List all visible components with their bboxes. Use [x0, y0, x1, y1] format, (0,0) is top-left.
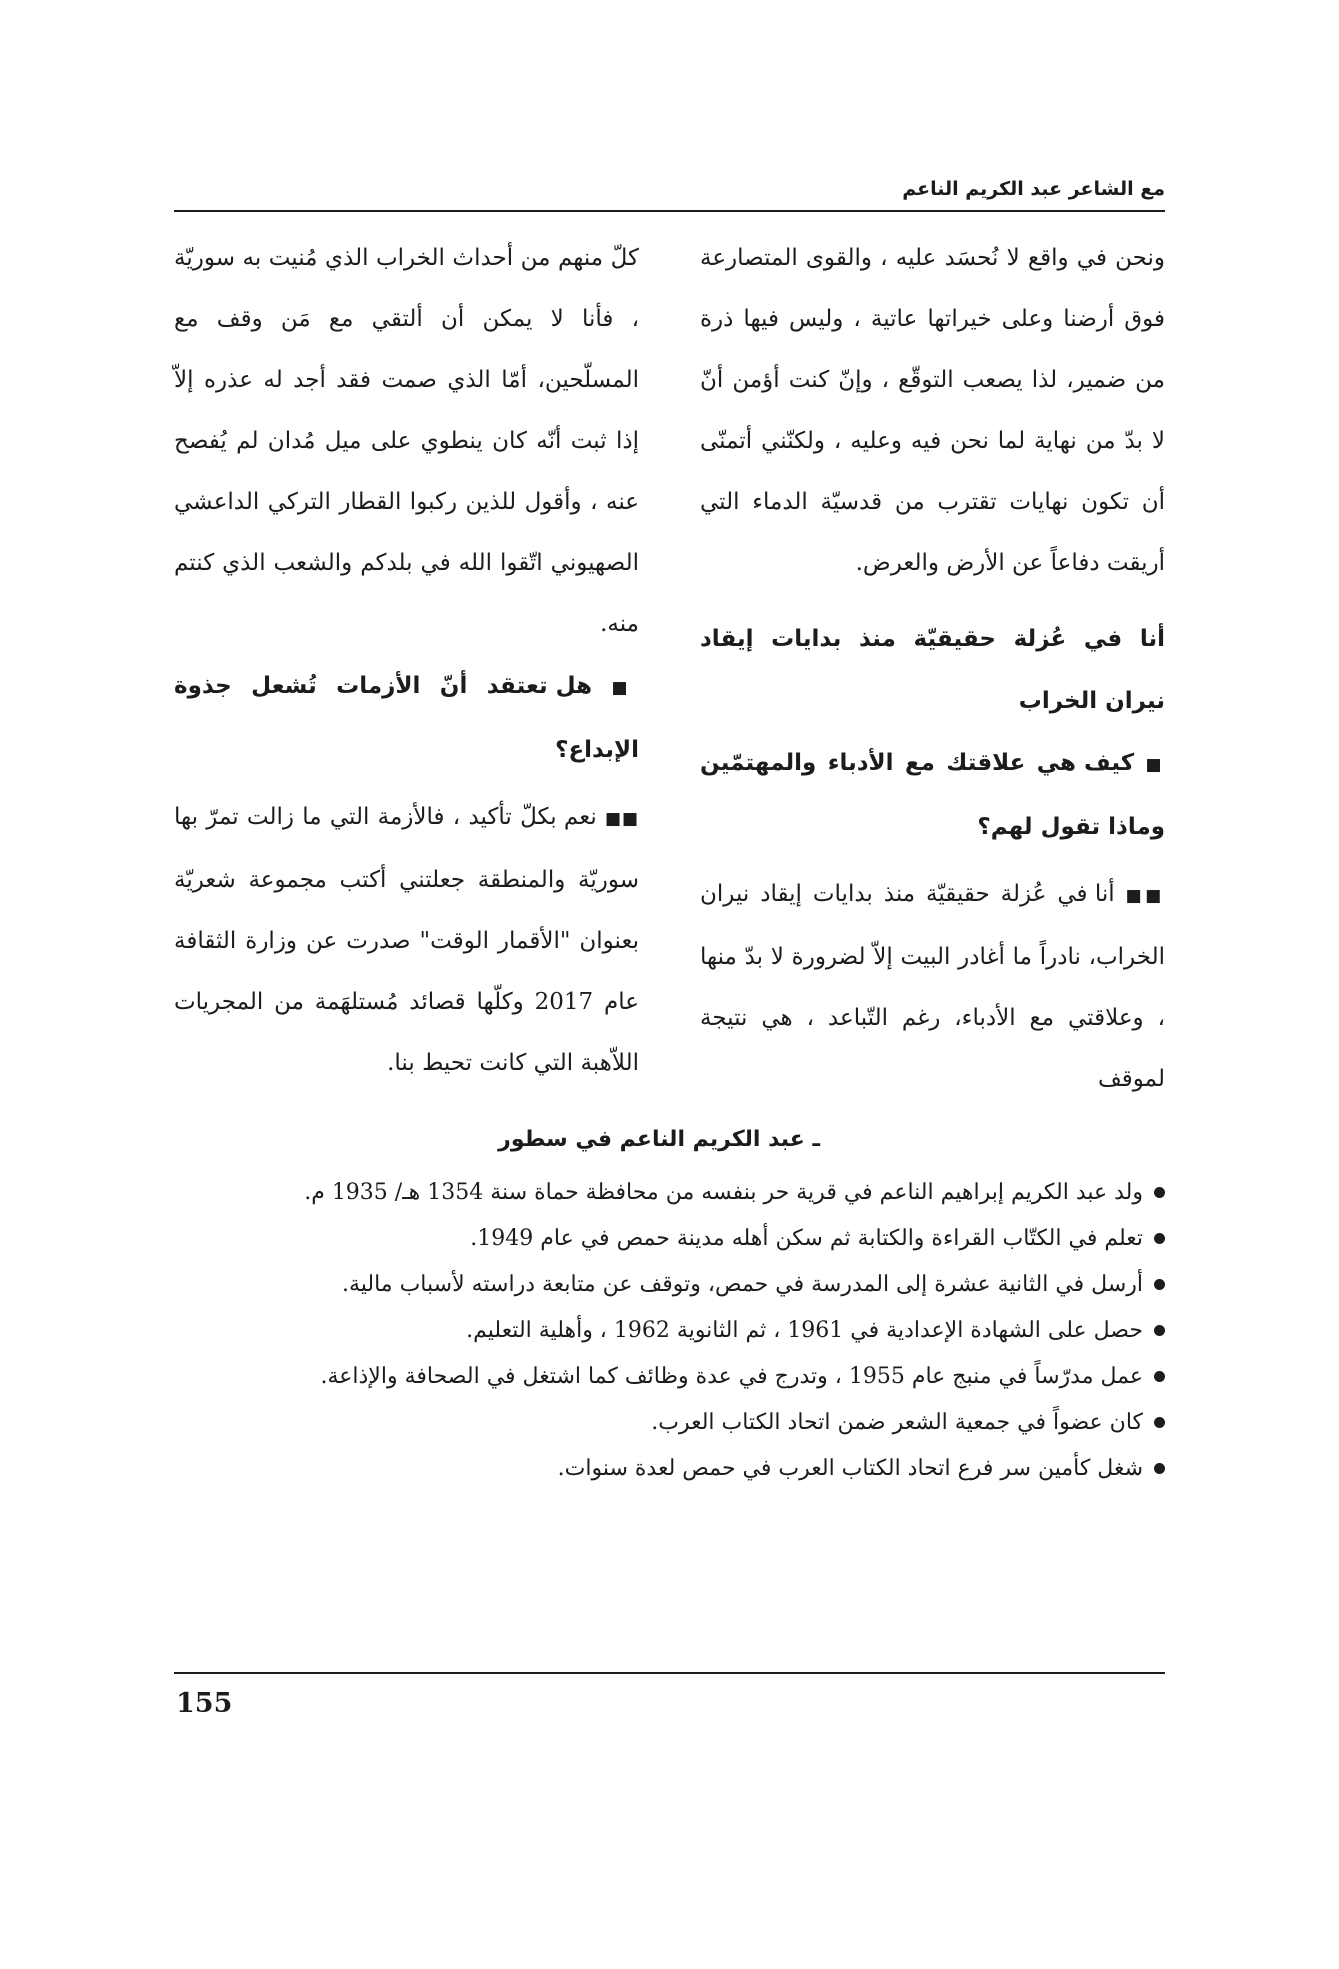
- answer-text: نعم بكلّ تأكيد ، فالأزمة التي ما زالت تمرّ بها سوريّة والمنطقة جعلتني أكتب مجموعة شعريّة بعنوان "الأقمار الوقت" صدرت عن وزارة الثقافة عام 2017 وكلّها قصائد مُستلهَمة من المجريات اللاّهبة التي كانت تحيط بنا.: [174, 804, 639, 1076]
- biography-title: ـ عبد الكريم الناعم في سطور: [498, 1127, 820, 1152]
- biography-item-text: شغل كأمين سر فرع اتحاد الكتاب العرب في حمص لعدة سنوات.: [557, 1456, 1143, 1481]
- question-block: [174, 655, 639, 781]
- column-left-paragraph: كلّ منهم من أحداث الخراب الذي مُنيت به سوريّة ، فأنا لا يمكن أن ألتقي مع مَن وقف مع المسلّحين، أمّا الذي صمت فقد أجد له عذره إلاّ إذا ثبت أنّه كان ينطوي على ميل مُدان لم يُفصح عنه ، وأقول للذين ركبوا القطار التركي الداعشي الصهيوني اتّقوا الله في بلدكم والشعب الذي كنتم منه.: [174, 245, 639, 637]
- bullet-icon: [1154, 1187, 1165, 1198]
- biography-item: [174, 1308, 1165, 1354]
- page-number: 155: [176, 1688, 233, 1719]
- biography-item-text: ولد عبد الكريم إبراهيم الناعم في قرية حر بنفسه من محافظة حماة سنة 1354 هـ/ 1935 م.: [304, 1180, 1143, 1205]
- question-marker: ■: [1145, 755, 1166, 775]
- bullet-icon: [1154, 1463, 1165, 1474]
- bullet-icon: [1154, 1279, 1165, 1290]
- answer-block: [700, 864, 1165, 1110]
- question-marker: ■: [611, 678, 640, 698]
- answer-marker: ■■: [604, 809, 640, 829]
- article-columns: [174, 228, 1166, 1092]
- pull-quote: أنا في عُزلة حقيقيّة منذ بدايات إيقاد نيران الخراب: [700, 626, 1165, 714]
- question-text: كيف هي علاقتك مع الأدباء والمهتمّين وماذا تقول لهم؟: [700, 750, 1165, 840]
- question-text: هل تعتقد أنّ الأزمات تُشعل جذوة الإبداع؟: [174, 673, 639, 763]
- running-header: [174, 178, 1165, 212]
- biography-item-text: حصل على الشهادة الإعدادية في 1961 ، ثم الثانوية 1962 ، وأهلية التعليم.: [466, 1318, 1143, 1343]
- biography-item-text: أرسل في الثانية عشرة إلى المدرسة في حمص، وتوقف عن متابعة دراسته لأسباب مالية.: [341, 1272, 1143, 1297]
- answer-block: [174, 787, 639, 1094]
- footer-rule: [174, 1672, 1165, 1674]
- biography-item-text: عمل مدرّساً في منبج عام 1955 ، وتدرج في عدة وظائف كما اشتغل في الصحافة والإذاعة.: [320, 1364, 1143, 1389]
- biography-item: [174, 1354, 1165, 1400]
- biography-item: [174, 1170, 1165, 1216]
- answer-text: أنا في عُزلة حقيقيّة منذ بدايات إيقاد نيران الخراب، نادراً ما أغادر البيت إلاّ لضرورة لا بدّ منها ، وعلاقتي مع الأدباء، رغم التّباعد ، هي نتيجة لموقف: [700, 881, 1165, 1092]
- bullet-icon: [1154, 1417, 1165, 1428]
- answer-marker: ■■: [1125, 886, 1166, 906]
- bullet-icon: [1154, 1371, 1165, 1382]
- biography-section: [174, 1118, 1165, 1492]
- biography-item-text: كان عضواً في جمعية الشعر ضمن اتحاد الكتاب العرب.: [651, 1410, 1143, 1435]
- column-right-paragraph: ونحن في واقع لا نُحسَد عليه ، والقوى المتصارعة فوق أرضنا وعلى خيراتها عاتية ، وليس فيها ذرة من ضمير، لذا يصعب التوقّع ، وإنّ كنت أؤمن أنّ لا بدّ من نهاية لما نحن فيه وعليه ، ولكنّني أتمنّى أن تكون نهايات تقترب من قدسيّة الدماء التي أريقت دفاعاً عن الأرض والعرض.: [700, 245, 1165, 576]
- biography-item: [174, 1400, 1165, 1446]
- column-right: [700, 228, 1166, 1092]
- bullet-icon: [1154, 1233, 1165, 1244]
- biography-item: [174, 1216, 1165, 1262]
- biography-item: [174, 1446, 1165, 1492]
- column-left: [174, 228, 639, 1088]
- bullet-icon: [1154, 1325, 1165, 1336]
- running-title: مع الشاعر عبد الكريم الناعم: [902, 178, 1165, 200]
- biography-item-text: تعلم في الكتّاب القراءة والكتابة ثم سكن أهله مدينة حمص في عام 1949.: [470, 1226, 1143, 1251]
- biography-list: [174, 1170, 1165, 1492]
- biography-item: [174, 1262, 1165, 1308]
- question-block: [700, 732, 1165, 858]
